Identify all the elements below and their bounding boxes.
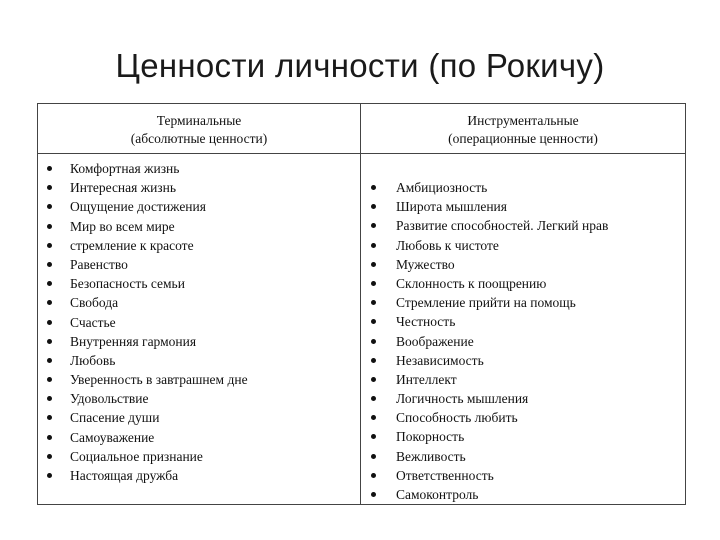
bullet-icon	[371, 339, 376, 344]
list-item-text: Уверенность в завтрашнем дне	[70, 372, 248, 388]
instrumental-value-item	[361, 466, 685, 485]
instrumental-values-header	[361, 104, 686, 154]
terminal-value-item	[38, 217, 360, 236]
bullet-icon	[47, 166, 52, 171]
terminal-value-item	[38, 466, 360, 485]
list-item-text: Удовольствие	[70, 391, 149, 407]
bullet-icon	[47, 224, 52, 229]
list-item-text: Комфортная жизнь	[70, 161, 180, 176]
terminal-value-item	[38, 332, 360, 351]
instrumental-value-item	[361, 351, 685, 370]
terminal-values-list	[38, 154, 360, 485]
bullet-icon	[47, 454, 52, 459]
instrumental-value-item	[361, 312, 685, 331]
instrumental-value-item	[361, 427, 685, 446]
instrumental-value-item	[361, 408, 685, 427]
bullet-icon	[47, 339, 52, 344]
instrumental-value-item	[361, 274, 685, 293]
list-item-text: Интеллект	[396, 371, 457, 387]
instrumental-value-item	[361, 197, 685, 216]
terminal-value-item	[38, 408, 360, 427]
list-item-text: Свобода	[70, 295, 119, 311]
list-item-text: Вежливость	[396, 448, 466, 464]
list-item-text: Внутренняя гармония	[70, 333, 197, 349]
list-item-text: Спасение души	[70, 410, 160, 426]
bullet-icon	[371, 396, 376, 401]
list-item-text: Безопасность семьи	[70, 276, 185, 292]
list-item-text: Стремление прийти на помощь	[396, 295, 576, 311]
bullet-icon	[371, 473, 376, 478]
bullet-icon	[371, 300, 376, 305]
terminal-value-item	[38, 351, 360, 370]
instrumental-value-item	[361, 255, 685, 274]
terminal-value-item	[38, 447, 360, 466]
list-item-text: Амбициозность	[396, 180, 488, 195]
terminal-header-title: Терминальные	[156, 113, 242, 128]
list-item-text: Честность	[396, 314, 456, 330]
bullet-icon	[47, 435, 52, 440]
terminal-value-item	[38, 389, 360, 408]
list-item-text: Настоящая дружба	[70, 468, 179, 483]
instrumental-value-item	[361, 293, 685, 312]
instrumental-value-item	[361, 178, 685, 197]
bullet-icon	[371, 223, 376, 228]
bullet-icon	[47, 204, 52, 209]
bullet-icon	[371, 377, 376, 382]
list-item-text: Ощущение достижения	[70, 199, 206, 215]
list-item-text: Логичность мышления	[396, 391, 529, 407]
terminal-value-item	[38, 293, 360, 312]
list-item-text: Социальное признание	[70, 448, 203, 464]
instrumental-value-item	[361, 485, 685, 504]
instrumental-value-item	[361, 370, 685, 389]
bullet-icon	[371, 492, 376, 497]
bullet-icon	[47, 262, 52, 267]
terminal-value-item	[38, 370, 360, 389]
list-item-text: Любовь	[70, 352, 116, 368]
values-table	[37, 103, 686, 505]
list-item-text: Мир во всем мире	[70, 218, 175, 234]
bullet-icon	[371, 243, 376, 248]
list-item-text: Счастье	[70, 314, 116, 330]
bullet-icon	[371, 415, 376, 420]
terminal-values-header	[38, 104, 361, 154]
slide-title: Ценности личности (по Рокичу)	[115, 47, 605, 84]
instrumental-header-subtitle: (операционные ценности)	[448, 130, 598, 146]
bullet-icon	[371, 185, 376, 190]
bullet-icon	[47, 243, 52, 248]
terminal-value-item	[38, 159, 360, 178]
bullet-icon	[47, 377, 52, 382]
bullet-icon	[371, 204, 376, 209]
bullet-icon	[47, 358, 52, 363]
bullet-icon	[371, 454, 376, 459]
terminal-value-item	[38, 197, 360, 216]
terminal-value-item	[38, 236, 360, 255]
list-item-text: Развитие способностей. Легкий нрав	[396, 218, 609, 234]
list-item-text: Самоконтроль	[396, 487, 479, 502]
instrumental-value-item	[361, 216, 685, 235]
list-item-text: Воображение	[396, 333, 474, 349]
bullet-icon	[47, 396, 52, 401]
terminal-values-cell	[38, 154, 361, 505]
list-item-text: Покорность	[396, 429, 465, 445]
instrumental-values-list	[361, 154, 685, 504]
table-body-row	[38, 154, 686, 505]
list-item-text: Способность любить	[396, 410, 518, 426]
bullet-icon	[47, 281, 52, 286]
bullet-icon	[47, 473, 52, 478]
list-item-text: Независимость	[396, 352, 484, 368]
bullet-icon	[371, 281, 376, 286]
terminal-header-subtitle: (абсолютные ценности)	[130, 130, 268, 146]
list-item-text: Любовь к чистоте	[396, 237, 499, 253]
bullet-icon	[47, 415, 52, 420]
instrumental-value-item	[361, 236, 685, 255]
bullet-icon	[47, 185, 52, 190]
list-item-text: Равенство	[70, 256, 128, 272]
terminal-value-item	[38, 274, 360, 293]
list-item-text: Широта мышления	[396, 199, 507, 215]
terminal-value-item	[38, 255, 360, 274]
list-item-text: стремление к красоте	[70, 237, 194, 253]
list-item-text: Интересная жизнь	[70, 180, 177, 196]
list-item-text: Ответственность	[396, 467, 494, 483]
instrumental-values-cell	[361, 154, 686, 505]
list-item-text: Склонность к поощрению	[396, 275, 547, 291]
bullet-icon	[47, 300, 52, 305]
instrumental-value-item	[361, 389, 685, 408]
bullet-icon	[371, 434, 376, 439]
list-item-text: Мужество	[396, 256, 455, 272]
instrumental-header-title: Инструментальные	[467, 113, 579, 128]
terminal-value-item	[38, 178, 360, 197]
bullet-icon	[371, 358, 376, 363]
bullet-icon	[371, 319, 376, 324]
table-header-row	[38, 104, 686, 154]
bullet-icon	[371, 262, 376, 267]
instrumental-value-item	[361, 332, 685, 351]
list-item-text: Самоуважение	[70, 429, 155, 445]
bullet-icon	[47, 320, 52, 325]
terminal-value-item	[38, 313, 360, 332]
instrumental-value-item	[361, 447, 685, 466]
terminal-value-item	[38, 428, 360, 447]
